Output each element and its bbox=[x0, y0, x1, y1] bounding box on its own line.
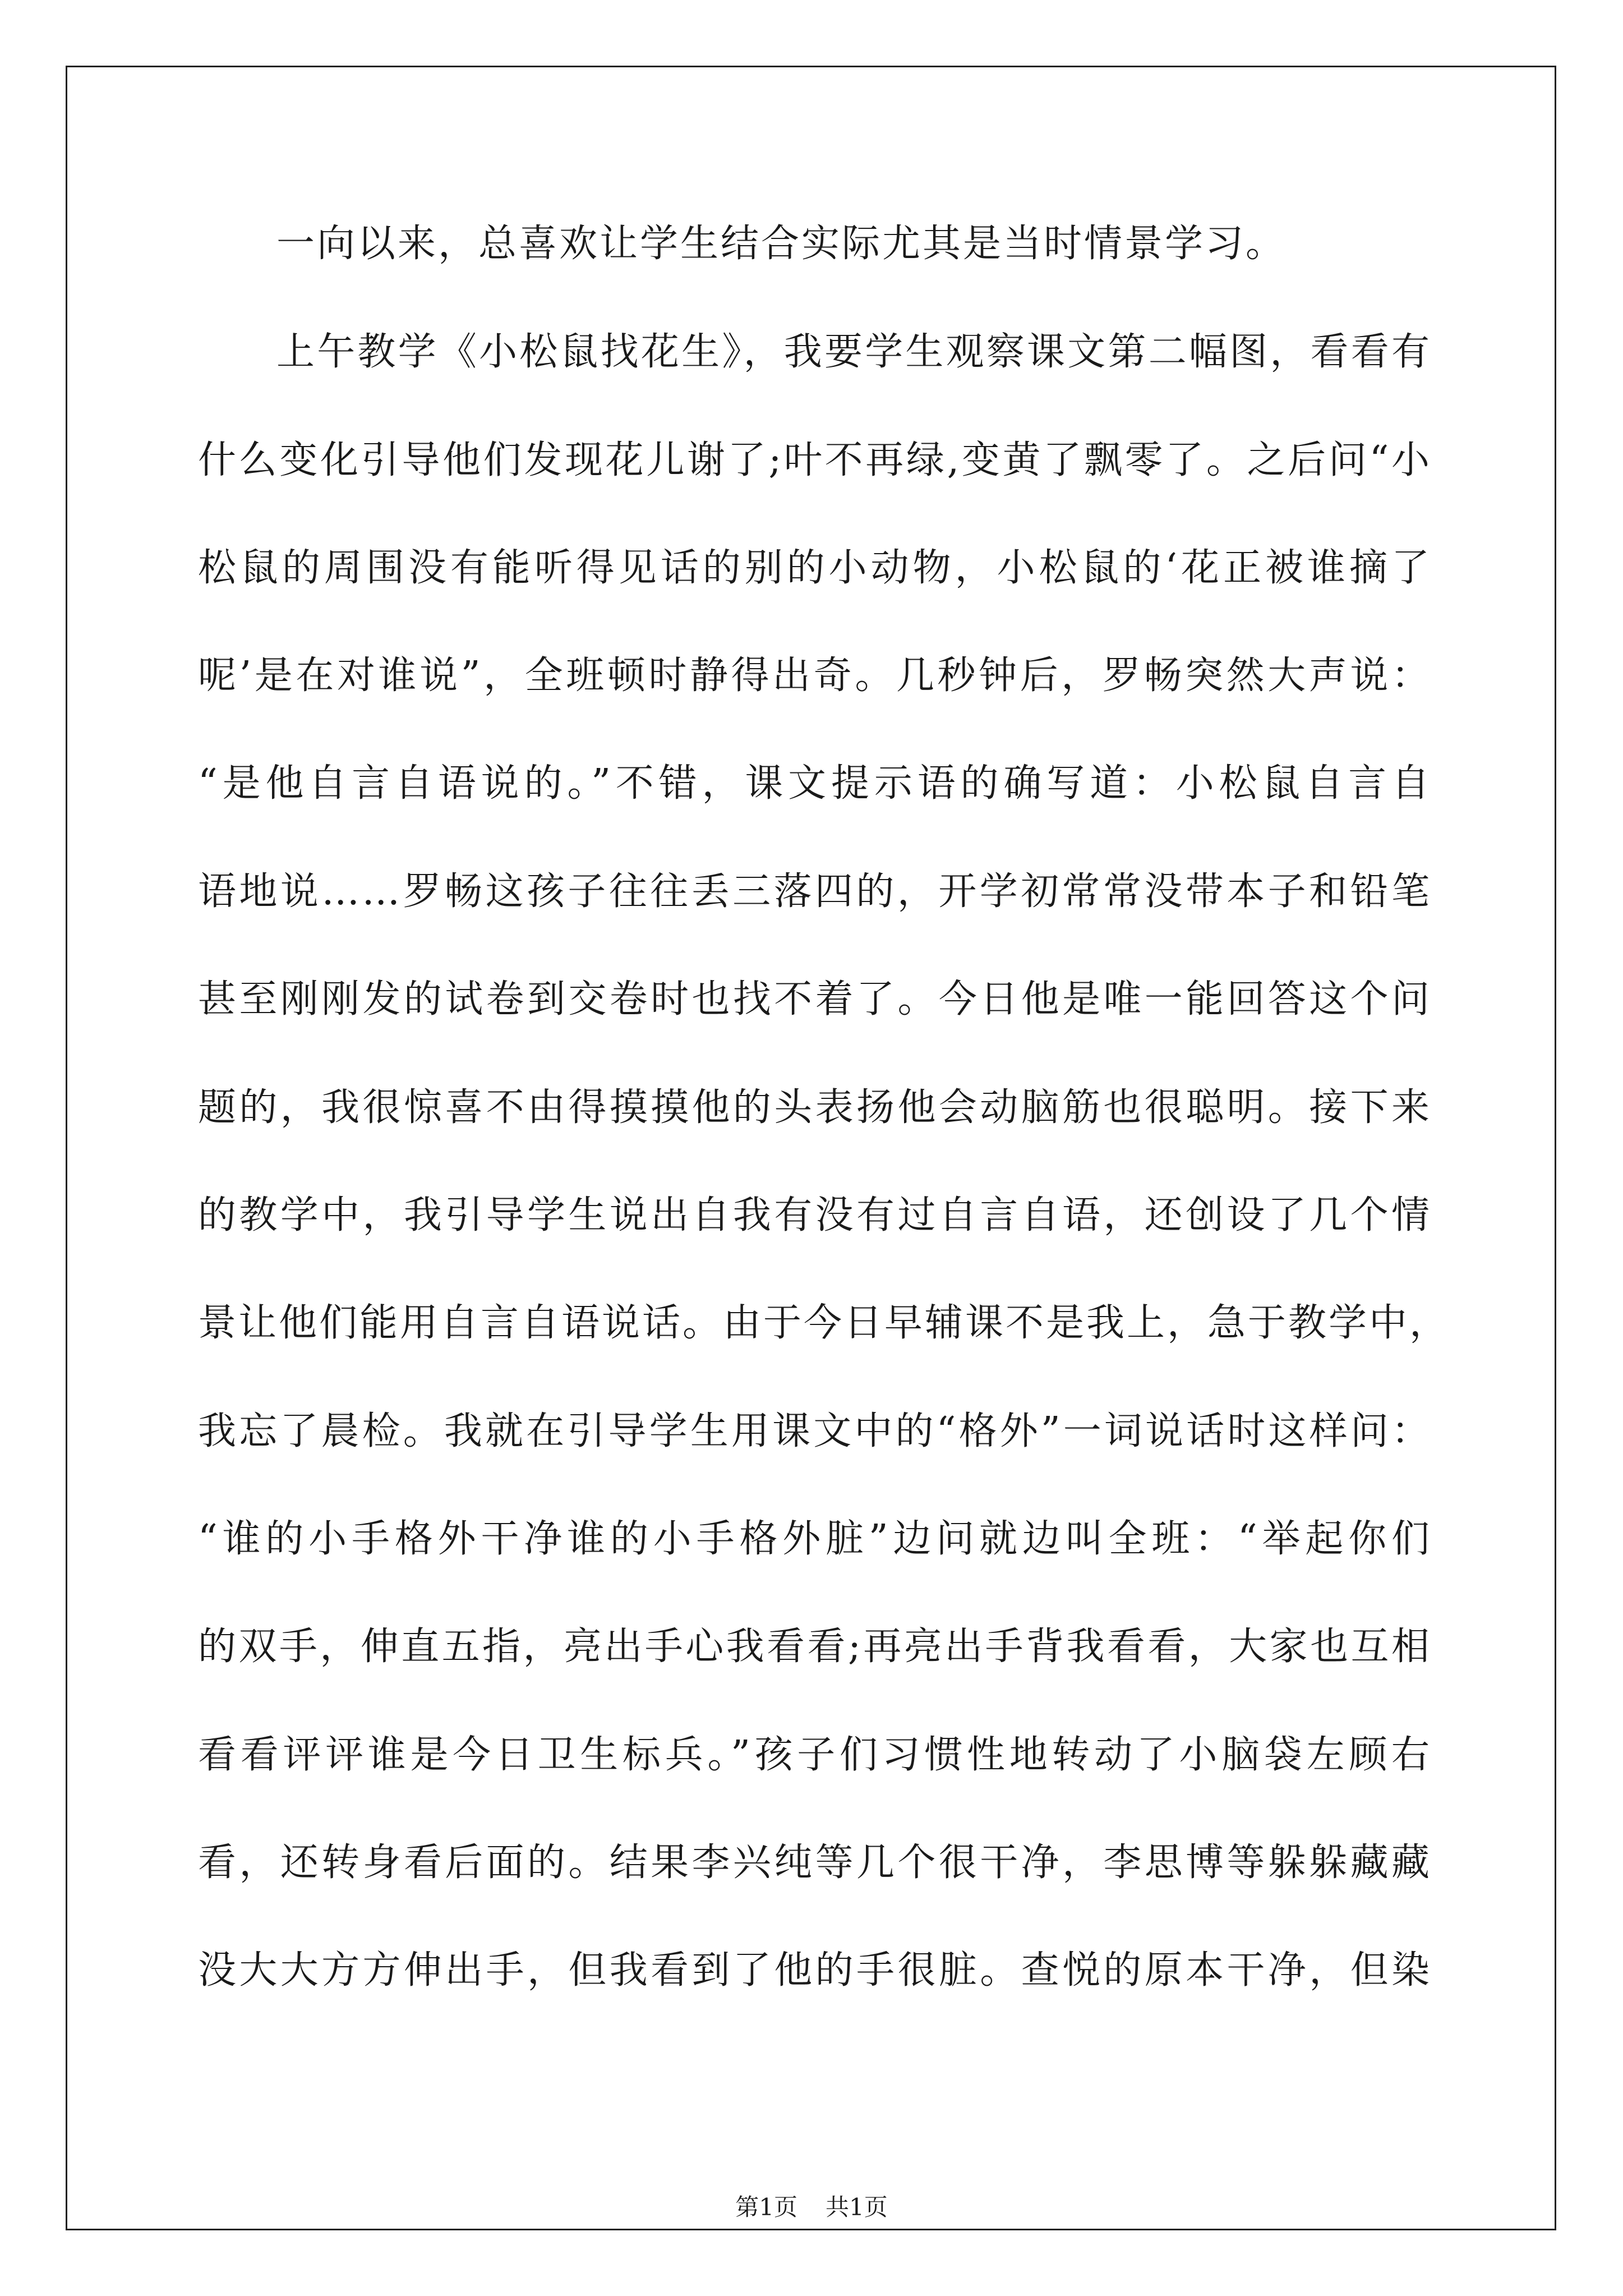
paragraph-line: 甚至刚刚发的试卷到交卷时也找不着了。今日他是唯一能回答这个问 bbox=[198, 977, 1432, 1022]
paragraph-line: 没大大方方伸出手，但我看到了他的手很脏。查悦的原本干净，但染 bbox=[198, 1948, 1432, 1993]
paragraph-line: 呢’是在对谁说”，全班顿时静得出奇。几秒钟后，罗畅突然大声说： bbox=[198, 654, 1432, 698]
paragraph-line: 我忘了晨检。我就在引导学生用课文中的“格外”一词说话时这样问： bbox=[198, 1409, 1432, 1453]
paragraph-line: 看，还转身看后面的。结果李兴纯等几个很干净，李思博等躲躲藏藏 bbox=[198, 1841, 1432, 1885]
paragraph-line: 景让他们能用自言自语说话。由于今日早辅课不是我上，急于教学中， bbox=[198, 1301, 1450, 1345]
paragraph-line: 题的，我很惊喜不由得摸摸他的头表扬他会动脑筋也很聪明。接下来 bbox=[198, 1085, 1432, 1130]
paragraph-line: 的教学中，我引导学生说出自我有没有过自言自语，还创设了几个情 bbox=[198, 1193, 1432, 1237]
paragraph-line: 的双手，伸直五指，亮出手心我看看;再亮出手背我看看，大家也互相 bbox=[198, 1625, 1432, 1669]
page-total: 共1页 bbox=[826, 2193, 888, 2221]
paragraph-line: 上午教学《小松鼠找花生》，我要学生观察课文第二幅图，看看有 bbox=[276, 330, 1432, 374]
paragraph-line: 一向以来，总喜欢让学生结合实际尤其是当时情景学习。 bbox=[276, 222, 1287, 266]
page-border bbox=[66, 66, 1556, 2230]
paragraph-line: “是他自言自语说的。”不错，课文提示语的确写道：小松鼠自言自 bbox=[198, 761, 1432, 806]
paragraph-line: 松鼠的周围没有能听得见话的别的小动物，小松鼠的‘花正被谁摘了 bbox=[198, 546, 1432, 590]
page-number: 第1页 bbox=[735, 2193, 797, 2221]
paragraph-line: 语地说……罗畅这孩子往往丢三落四的，开学初常常没带本子和铅笔 bbox=[198, 869, 1432, 914]
page-footer bbox=[0, 2191, 1623, 2224]
paragraph-line: “谁的小手格外干净谁的小手格外脏”边问就边叫全班：“举起你们 bbox=[198, 1517, 1432, 1561]
paragraph-line: 看看评评谁是今日卫生标兵。”孩子们习惯性地转动了小脑袋左顾右 bbox=[198, 1733, 1432, 1777]
paragraph-line: 什么变化引导他们发现花儿谢了;叶不再绿,变黄了飘零了。之后问“小 bbox=[198, 438, 1432, 482]
